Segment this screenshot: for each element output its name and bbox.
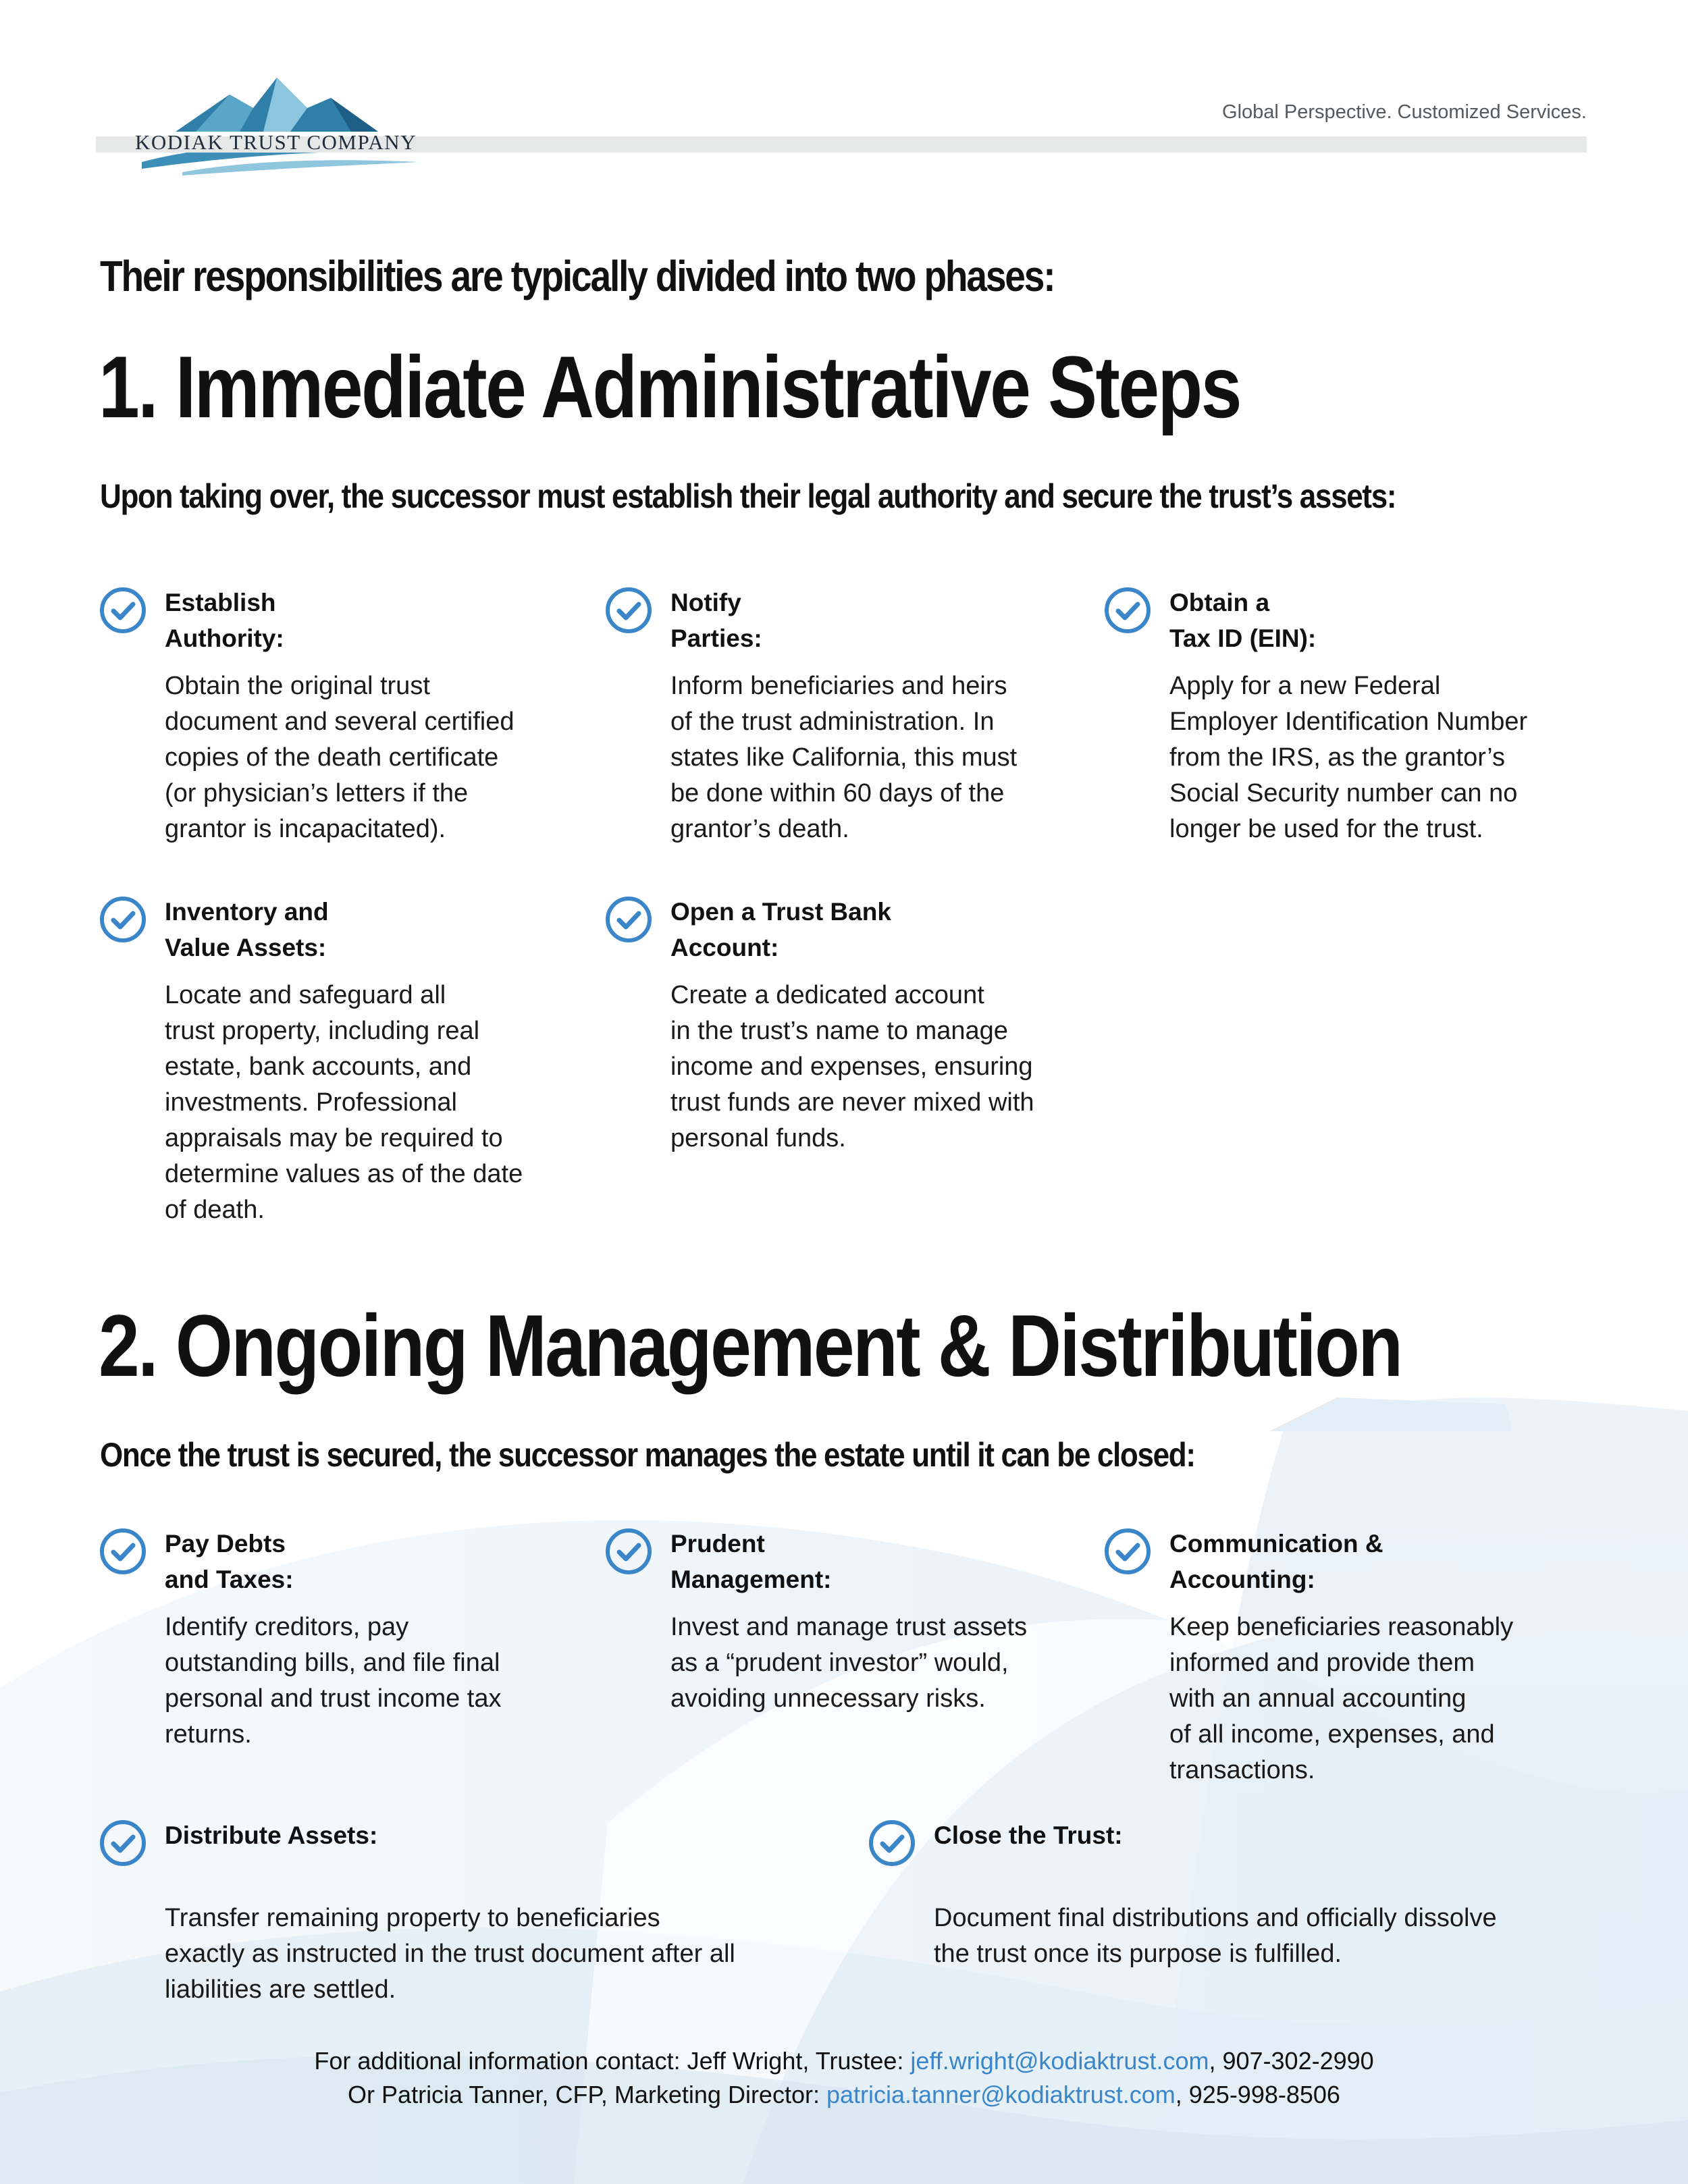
checkmark-circle-icon bbox=[604, 895, 653, 944]
item-title-line: Management: bbox=[670, 1566, 832, 1593]
item-body-line: returns. bbox=[165, 1720, 252, 1749]
item-body-line: Locate and safeguard all bbox=[165, 981, 446, 1009]
item-body-line: determine values as of the date bbox=[165, 1160, 523, 1188]
checkmark-circle-icon bbox=[99, 586, 147, 635]
item-body-line: document and several certified bbox=[165, 708, 515, 736]
item-title bbox=[1169, 585, 1527, 656]
item-text bbox=[165, 894, 523, 1228]
item-body-line: Document final distributions and officially dissolve bbox=[934, 1904, 1497, 1932]
item-title-line: Notify bbox=[670, 589, 741, 616]
item-text bbox=[670, 585, 1017, 847]
checkmark-circle-icon bbox=[99, 1819, 147, 1867]
jeff-phone: , 907-302-2990 bbox=[1209, 2047, 1374, 2075]
item-title bbox=[670, 585, 1017, 656]
item-body-line: informed and provide them bbox=[1169, 1649, 1475, 1677]
tagline: Global Perspective. Customized Services. bbox=[1222, 101, 1587, 123]
item-body-line: longer be used for the trust. bbox=[1169, 815, 1483, 843]
item-text bbox=[1169, 1526, 1513, 1788]
item-title-line: Tax ID (EIN): bbox=[1169, 624, 1317, 652]
item-body-line: trust funds are never mixed with bbox=[670, 1088, 1034, 1117]
item-body-line: be done within 60 days of the bbox=[670, 779, 1005, 807]
item-body bbox=[165, 668, 515, 847]
patricia-email-link[interactable]: patricia.tanner@kodiaktrust.com bbox=[826, 2081, 1176, 2108]
item-body-line: outstanding bills, and file final bbox=[165, 1649, 500, 1677]
item-body bbox=[165, 1609, 502, 1753]
item-body-line: Invest and manage trust assets bbox=[670, 1613, 1028, 1641]
intro-heading: Their responsibilities are typically divided into two phases: bbox=[100, 252, 1055, 300]
item-body-line: investments. Professional bbox=[165, 1088, 457, 1117]
item-title-line: Accounting: bbox=[1169, 1566, 1315, 1593]
item-body-line: Transfer remaining property to beneficiaries bbox=[165, 1904, 660, 1932]
jeff-email-link[interactable]: jeff.wright@kodiaktrust.com bbox=[910, 2047, 1209, 2075]
item-body-line: Obtain the original trust bbox=[165, 672, 430, 700]
item-body-line: grantor’s death. bbox=[670, 815, 849, 843]
item-body-line: transactions. bbox=[1169, 1756, 1315, 1784]
item-body-line: Social Security number can no bbox=[1169, 779, 1518, 807]
item-body-line: appraisals may be required to bbox=[165, 1124, 503, 1152]
item-body bbox=[934, 1900, 1497, 1972]
item-body-line: income and expenses, ensuring bbox=[670, 1053, 1033, 1081]
section2-subtitle: Once the trust is secured, the successor manages the estate until it can be closed: bbox=[100, 1436, 1195, 1474]
checkmark-circle-icon bbox=[604, 586, 653, 635]
item-title-line: Prudent bbox=[670, 1530, 765, 1557]
item-body-line: states like California, this must bbox=[670, 743, 1018, 772]
item-text bbox=[165, 1526, 502, 1753]
item-title-line: Communication & bbox=[1169, 1530, 1383, 1557]
item-text bbox=[165, 1817, 735, 2008]
item-title-line: Close the Trust: bbox=[934, 1821, 1123, 1849]
item-body-line: Inform beneficiaries and heirs bbox=[670, 672, 1007, 700]
item-title bbox=[1169, 1526, 1513, 1597]
item-body-line: of the trust administration. In bbox=[670, 708, 995, 736]
item-text bbox=[165, 585, 515, 847]
section1-title: 1. Immediate Administrative Steps bbox=[99, 338, 1240, 436]
item-body-line: as a “prudent investor” would, bbox=[670, 1649, 1009, 1677]
item-body-line: avoiding unnecessary risks. bbox=[670, 1684, 986, 1713]
item-title bbox=[670, 1526, 1027, 1597]
item-body-line: copies of the death certificate bbox=[165, 743, 499, 772]
item-title bbox=[165, 894, 523, 965]
item-body-line: (or physician’s letters if the bbox=[165, 779, 469, 807]
item-title-line: and Taxes: bbox=[165, 1566, 294, 1593]
item-body bbox=[1169, 668, 1527, 847]
item-title bbox=[934, 1817, 1497, 1853]
checkmark-circle-icon bbox=[1103, 586, 1152, 635]
item-body-line: liabilities are settled. bbox=[165, 1975, 396, 2004]
checkmark-circle-icon bbox=[604, 1527, 653, 1576]
footer-patricia-label: Or Patricia Tanner, CFP, Marketing Director: bbox=[348, 2081, 826, 2108]
item-title-line: Distribute Assets: bbox=[165, 1821, 378, 1849]
item-title-line: Inventory and bbox=[165, 898, 329, 926]
footer-line-1 bbox=[0, 2044, 1688, 2078]
item-body-line: of death. bbox=[165, 1196, 265, 1224]
item-title bbox=[670, 894, 1034, 965]
item-title bbox=[165, 1817, 735, 1853]
item-body-line: in the trust’s name to manage bbox=[670, 1017, 1008, 1045]
item-body-line: personal and trust income tax bbox=[165, 1684, 502, 1713]
item-body bbox=[670, 978, 1034, 1156]
item-body-line: Identify creditors, pay bbox=[165, 1613, 409, 1641]
company-name: KODIAK TRUST COMPANY bbox=[135, 130, 417, 154]
footer-line-2 bbox=[0, 2078, 1688, 2112]
footer-contact bbox=[0, 2044, 1688, 2112]
item-text bbox=[1169, 585, 1527, 847]
item-body-line: Create a dedicated account bbox=[670, 981, 984, 1009]
footer-jeff-label: For additional information contact: Jeff Wright, Trustee: bbox=[314, 2047, 911, 2075]
item-body bbox=[1169, 1609, 1513, 1788]
item-title-line: Authority: bbox=[165, 624, 284, 652]
item-title-line: Value Assets: bbox=[165, 934, 327, 961]
item-title-line: Account: bbox=[670, 934, 779, 961]
section1-subtitle: Upon taking over, the successor must establish their legal authority and secure the trust’s assets: bbox=[100, 477, 1396, 515]
checkmark-circle-icon bbox=[99, 895, 147, 944]
item-body bbox=[165, 978, 523, 1228]
item-title bbox=[165, 585, 515, 656]
checkmark-circle-icon bbox=[1103, 1527, 1152, 1576]
item-body-line: trust property, including real bbox=[165, 1017, 480, 1045]
item-body-line: the trust once its purpose is fulfilled. bbox=[934, 1940, 1342, 1968]
item-body-line: of all income, expenses, and bbox=[1169, 1720, 1495, 1749]
item-title-line: Obtain a bbox=[1169, 589, 1270, 616]
patricia-phone: , 925-998-8506 bbox=[1175, 2081, 1340, 2108]
item-body bbox=[670, 1609, 1027, 1717]
item-text bbox=[670, 894, 1034, 1156]
checkmark-circle-icon bbox=[99, 1527, 147, 1576]
item-body-line: Apply for a new Federal bbox=[1169, 672, 1441, 700]
item-text bbox=[934, 1817, 1497, 1972]
item-title bbox=[165, 1526, 502, 1597]
item-body-line: personal funds. bbox=[670, 1124, 846, 1152]
item-text bbox=[670, 1526, 1027, 1717]
item-body-line: with an annual accounting bbox=[1169, 1684, 1467, 1713]
item-body-line: grantor is incapacitated). bbox=[165, 815, 446, 843]
item-title-line: Pay Debts bbox=[165, 1530, 286, 1557]
item-body-line: Employer Identification Number bbox=[1169, 708, 1528, 736]
item-body bbox=[670, 668, 1017, 847]
item-body bbox=[165, 1900, 735, 2008]
item-title-line: Parties: bbox=[670, 624, 762, 652]
item-body-line: estate, bank accounts, and bbox=[165, 1053, 472, 1081]
item-body-line: Keep beneficiaries reasonably bbox=[1169, 1613, 1514, 1641]
item-body-line: exactly as instructed in the trust document after all bbox=[165, 1940, 735, 1968]
item-title-line: Open a Trust Bank bbox=[670, 898, 891, 926]
item-title-line: Establish bbox=[165, 589, 276, 616]
checkmark-circle-icon bbox=[868, 1819, 916, 1867]
item-body-line: from the IRS, as the grantor’s bbox=[1169, 743, 1506, 772]
company-logo bbox=[95, 68, 473, 176]
section2-title: 2. Ongoing Management & Distribution bbox=[99, 1296, 1402, 1395]
